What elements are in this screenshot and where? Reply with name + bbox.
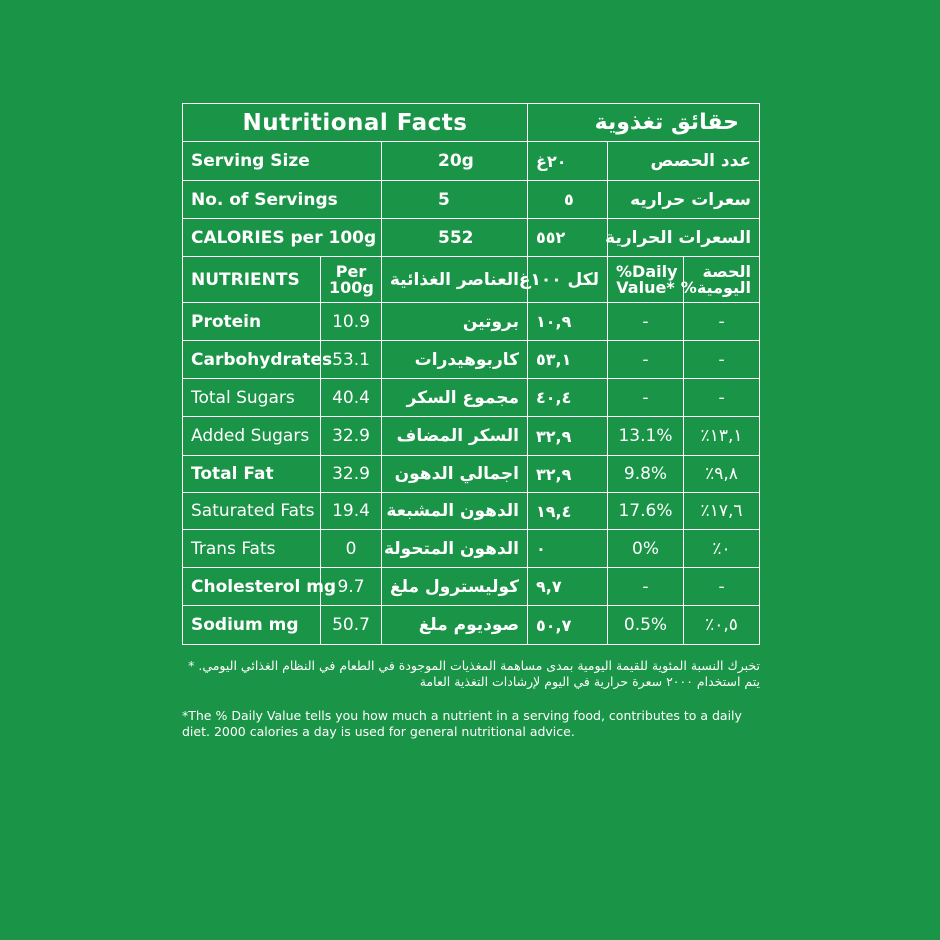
nutrient-per100: 40.4 bbox=[321, 379, 382, 417]
nutrient-ar-name: كوليسترول ملغ bbox=[382, 568, 528, 606]
nutrient-dv: - bbox=[608, 341, 684, 379]
nutrient-per100: 53.1 bbox=[321, 341, 382, 379]
footnotes bbox=[182, 658, 760, 740]
nutrient-dv: 13.1% bbox=[608, 417, 684, 456]
nutrient-per100: 19.4 bbox=[321, 493, 382, 530]
header-dv-ar: الحصة اليومية% bbox=[684, 257, 760, 303]
nutrient-ar-per100: ٥٠,٧ bbox=[528, 606, 608, 645]
nutrient-ar-dv: - bbox=[684, 303, 760, 341]
nutrient-dv: 0.5% bbox=[608, 606, 684, 645]
nutrient-row bbox=[183, 417, 760, 456]
header-per100: Per 100g bbox=[321, 257, 382, 303]
nutrient-ar-name: الدهون المشبعة bbox=[382, 493, 528, 530]
nutrient-name: Protein bbox=[183, 303, 321, 341]
nutrient-row bbox=[183, 606, 760, 645]
nutrient-dv: - bbox=[608, 379, 684, 417]
nutrient-row bbox=[183, 493, 760, 530]
serving-size-ar-label: عدد الحصص bbox=[608, 142, 760, 181]
serving-size-ar-value: ٢٠غ bbox=[528, 142, 608, 181]
title-row bbox=[183, 104, 760, 142]
nutrient-per100: 32.9 bbox=[321, 417, 382, 456]
nutrient-per100: 32.9 bbox=[321, 456, 382, 493]
nutrient-ar-per100: ٣٢,٩ bbox=[528, 417, 608, 456]
nutrition-table bbox=[182, 103, 760, 645]
nutrient-name: Trans Fats bbox=[183, 530, 321, 568]
nutrient-per100: 50.7 bbox=[321, 606, 382, 645]
header-dv-en: %Daily Value* bbox=[608, 257, 684, 303]
nutrient-per100: 10.9 bbox=[321, 303, 382, 341]
nutrient-ar-name: السكر المضاف bbox=[382, 417, 528, 456]
serving-size-value: 20g bbox=[382, 142, 528, 181]
nutrient-ar-name: صوديوم ملغ bbox=[382, 606, 528, 645]
nutrient-per100: 0 bbox=[321, 530, 382, 568]
header-row bbox=[183, 257, 760, 303]
nutrient-ar-name: اجمالي الدهون bbox=[382, 456, 528, 493]
servings-ar-label: سعرات حراريه bbox=[608, 181, 760, 219]
calories-value: 552 bbox=[382, 219, 528, 257]
nutrient-ar-per100: ٩,٧ bbox=[528, 568, 608, 606]
nutrient-ar-name: بروتين bbox=[382, 303, 528, 341]
header-ar-nutrients: العناصر الغذائية bbox=[382, 257, 528, 303]
nutrient-row bbox=[183, 456, 760, 493]
nutrient-ar-per100: ٥٣,١ bbox=[528, 341, 608, 379]
nutrient-ar-dv: ٪٩,٨ bbox=[684, 456, 760, 493]
title-ar: حقائق تغذوية bbox=[528, 104, 760, 142]
note-ar-1: تخبرك النسبة المئوية للقيمة اليومية بمدى مساهمة المغذيات الموجودة في الطعام في النظام الغذائي اليومي. * bbox=[188, 658, 760, 673]
nutrient-dv: 9.8% bbox=[608, 456, 684, 493]
nutrient-row bbox=[183, 568, 760, 606]
header-ar-per100: لكل ١٠٠غ bbox=[528, 257, 608, 303]
calories-ar-label: السعرات الحرارية bbox=[608, 219, 760, 257]
nutrient-ar-per100: ١٠,٩ bbox=[528, 303, 608, 341]
calories-label: CALORIES per 100g bbox=[183, 219, 382, 257]
nutrient-ar-per100: ١٩,٤ bbox=[528, 493, 608, 530]
calories-ar-value: ٥٥٢ bbox=[528, 219, 608, 257]
title-en: Nutritional Facts bbox=[183, 104, 528, 142]
nutrient-name: Total Fat bbox=[183, 456, 321, 493]
nutrient-ar-dv: ٪٠,٥ bbox=[684, 606, 760, 645]
nutrient-dv: - bbox=[608, 303, 684, 341]
nutrient-row bbox=[183, 530, 760, 568]
nutrient-ar-dv: ٪١٧,٦ bbox=[684, 493, 760, 530]
nutrient-ar-per100: ٣٢,٩ bbox=[528, 456, 608, 493]
nutrient-ar-name: مجموع السكر bbox=[382, 379, 528, 417]
nutrient-ar-per100: ٠ bbox=[528, 530, 608, 568]
calories-row bbox=[183, 219, 760, 257]
nutrient-ar-dv: ٪٠ bbox=[684, 530, 760, 568]
nutrient-name: Cholesterol mg bbox=[183, 568, 321, 606]
nutrient-dv: 17.6% bbox=[608, 493, 684, 530]
serving-size-label: Serving Size bbox=[183, 142, 382, 181]
servings-ar-value: ٥ bbox=[528, 181, 608, 219]
servings-label: No. of Servings bbox=[183, 181, 382, 219]
nutrient-name: Total Sugars bbox=[183, 379, 321, 417]
note-ar-2: يتم استخدام ٢٠٠٠ سعرة حرارية في اليوم لإرشادات التغذية العامة bbox=[419, 674, 760, 689]
nutrient-name: Saturated Fats bbox=[183, 493, 321, 530]
nutrient-ar-dv: - bbox=[684, 341, 760, 379]
servings-row bbox=[183, 181, 760, 219]
serving-size-row bbox=[183, 142, 760, 181]
nutrient-ar-per100: ٤٠,٤ bbox=[528, 379, 608, 417]
nutrient-rows bbox=[183, 303, 760, 645]
nutrient-row bbox=[183, 379, 760, 417]
nutrient-row bbox=[183, 341, 760, 379]
nutrient-ar-name: كاربوهيدرات bbox=[382, 341, 528, 379]
nutrient-name: Added Sugars bbox=[183, 417, 321, 456]
nutrient-name: Carbohydrates bbox=[183, 341, 321, 379]
nutrient-dv: 0% bbox=[608, 530, 684, 568]
nutrient-ar-dv: ٪١٣,١ bbox=[684, 417, 760, 456]
nutrient-name: Sodium mg bbox=[183, 606, 321, 645]
note-en: *The % Daily Value tells you how much a nutrient in a serving food, contributes to a daily diet. 2000 calories a day is used for general nutritional advice. bbox=[182, 708, 742, 739]
servings-value: 5 bbox=[382, 181, 528, 219]
nutrient-row bbox=[183, 303, 760, 341]
nutrient-per100: 9.7 bbox=[321, 568, 382, 606]
header-nutrients: NUTRIENTS bbox=[183, 257, 321, 303]
nutrient-ar-name: الدهون المتحولة bbox=[382, 530, 528, 568]
nutrient-dv: - bbox=[608, 568, 684, 606]
nutrient-ar-dv: - bbox=[684, 568, 760, 606]
nutrient-ar-dv: - bbox=[684, 379, 760, 417]
